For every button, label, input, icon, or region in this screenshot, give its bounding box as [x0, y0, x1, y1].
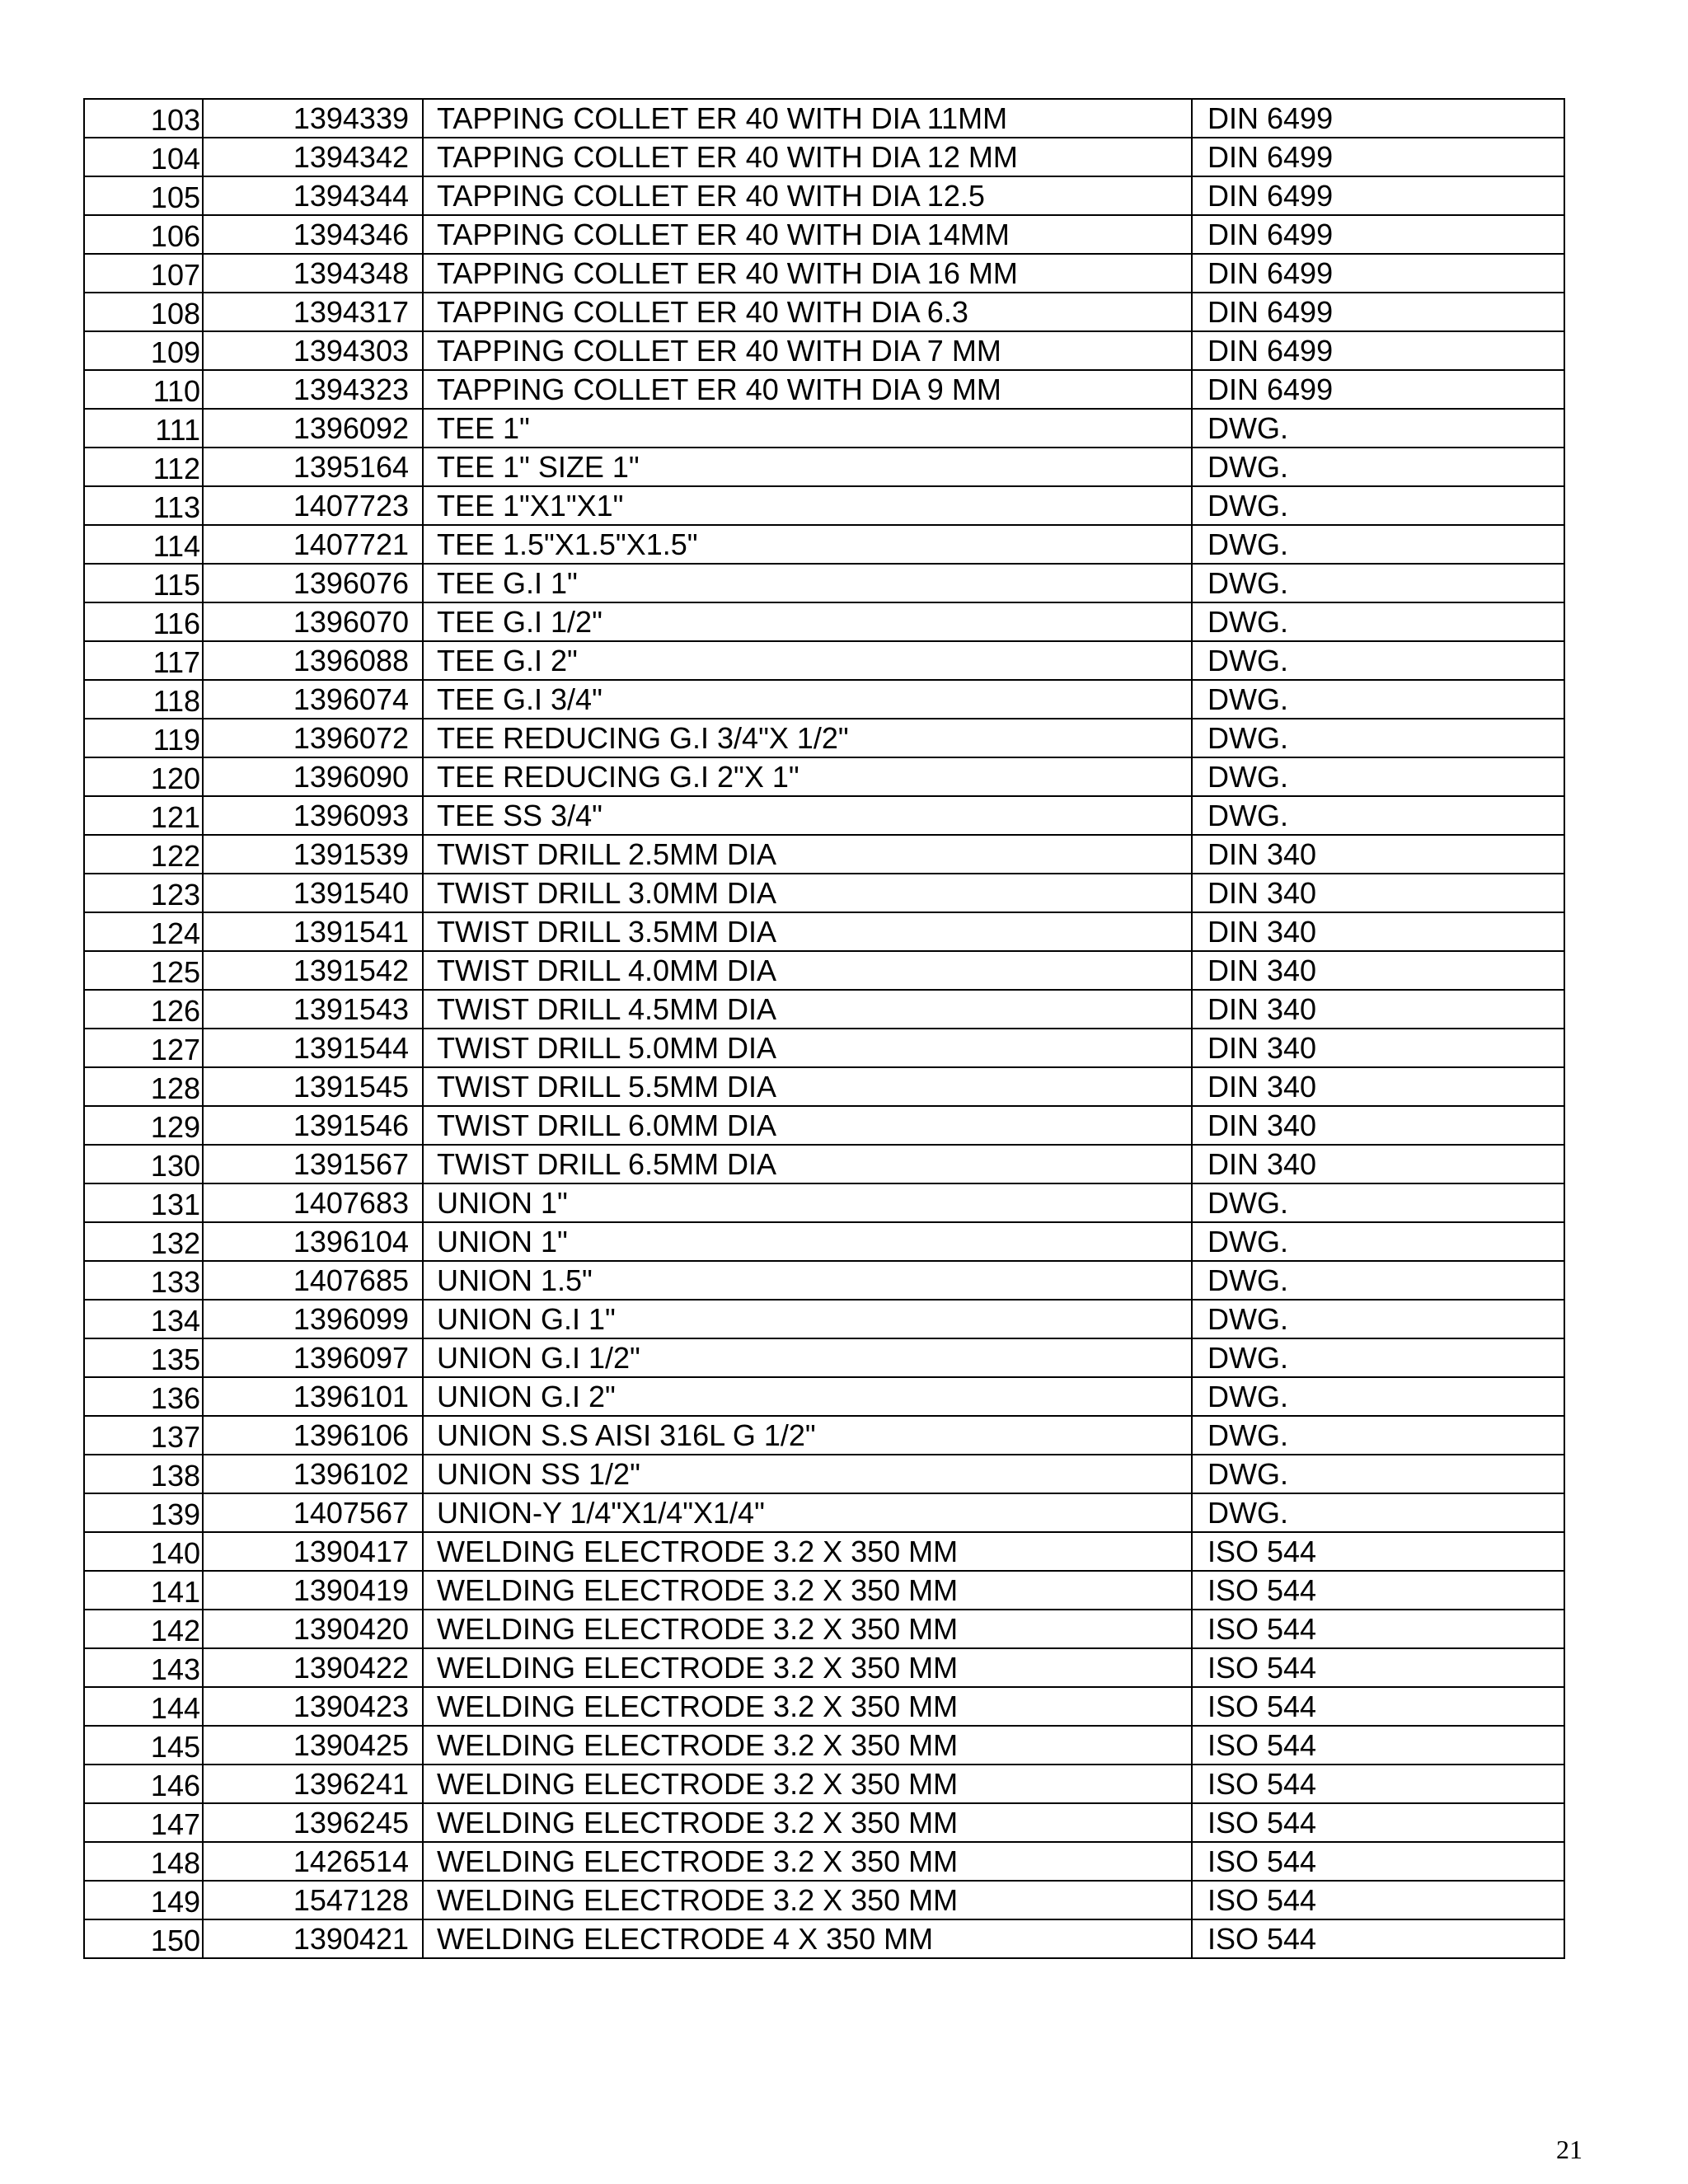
- item-code-cell: 1391541: [203, 912, 423, 951]
- description-cell: UNION G.I 2": [423, 1377, 1192, 1416]
- description-cell: TWIST DRILL 5.5MM DIA: [423, 1067, 1192, 1106]
- description-cell: TAPPING COLLET ER 40 WITH DIA 6.3: [423, 293, 1192, 331]
- description-cell: TAPPING COLLET ER 40 WITH DIA 14MM: [423, 215, 1192, 254]
- description-cell: TAPPING COLLET ER 40 WITH DIA 12 MM: [423, 138, 1192, 176]
- item-code-cell: 1391546: [203, 1106, 423, 1145]
- serial-number-cell: 126: [84, 990, 203, 1029]
- table-row: [84, 1493, 1564, 1532]
- standard-cell: DIN 6499: [1192, 254, 1564, 293]
- item-code-cell: 1547128: [203, 1881, 423, 1919]
- serial-number-cell: 145: [84, 1726, 203, 1765]
- item-code-cell: 1390420: [203, 1610, 423, 1648]
- standard-cell: DWG.: [1192, 1222, 1564, 1261]
- serial-number-cell: 136: [84, 1377, 203, 1416]
- description-cell: TEE SS 3/4": [423, 796, 1192, 835]
- item-code-cell: 1394303: [203, 331, 423, 370]
- description-cell: TEE 1"X1"X1": [423, 486, 1192, 525]
- serial-number-cell: 148: [84, 1842, 203, 1881]
- serial-number-cell: 125: [84, 951, 203, 990]
- description-cell: TAPPING COLLET ER 40 WITH DIA 11MM: [423, 99, 1192, 138]
- standard-cell: DIN 340: [1192, 990, 1564, 1029]
- serial-number-cell: 114: [84, 525, 203, 564]
- table-row: [84, 1842, 1564, 1881]
- serial-number-cell: 124: [84, 912, 203, 951]
- item-code-cell: 1396092: [203, 409, 423, 448]
- standard-cell: DWG.: [1192, 1493, 1564, 1532]
- item-code-cell: 1396104: [203, 1222, 423, 1261]
- table-row: [84, 1610, 1564, 1648]
- serial-number-cell: 111: [84, 409, 203, 448]
- table-row: [84, 564, 1564, 602]
- standard-cell: ISO 544: [1192, 1571, 1564, 1610]
- standard-cell: DIN 6499: [1192, 331, 1564, 370]
- item-code-cell: 1396076: [203, 564, 423, 602]
- serial-number-cell: 147: [84, 1803, 203, 1842]
- table-row: [84, 1648, 1564, 1687]
- standard-cell: DIN 6499: [1192, 138, 1564, 176]
- serial-number-cell: 103: [84, 99, 203, 138]
- table-row: [84, 1106, 1564, 1145]
- item-code-cell: 1391542: [203, 951, 423, 990]
- standard-cell: DWG.: [1192, 1377, 1564, 1416]
- description-cell: UNION SS 1/2": [423, 1455, 1192, 1493]
- serial-number-cell: 110: [84, 370, 203, 409]
- parts-table-body: [84, 99, 1564, 1958]
- table-row: [84, 254, 1564, 293]
- item-code-cell: 1407723: [203, 486, 423, 525]
- standard-cell: ISO 544: [1192, 1803, 1564, 1842]
- serial-number-cell: 119: [84, 719, 203, 757]
- item-code-cell: 1391539: [203, 835, 423, 874]
- description-cell: UNION S.S AISI 316L G 1/2": [423, 1416, 1192, 1455]
- serial-number-cell: 117: [84, 641, 203, 680]
- standard-cell: DIN 340: [1192, 1106, 1564, 1145]
- description-cell: TWIST DRILL 4.0MM DIA: [423, 951, 1192, 990]
- standard-cell: DWG.: [1192, 1455, 1564, 1493]
- item-code-cell: 1394323: [203, 370, 423, 409]
- item-code-cell: 1396097: [203, 1338, 423, 1377]
- table-row: [84, 951, 1564, 990]
- standard-cell: ISO 544: [1192, 1919, 1564, 1958]
- table-row: [84, 1881, 1564, 1919]
- serial-number-cell: 131: [84, 1183, 203, 1222]
- item-code-cell: 1407685: [203, 1261, 423, 1300]
- table-row: [84, 1300, 1564, 1338]
- table-row: [84, 293, 1564, 331]
- item-code-cell: 1390422: [203, 1648, 423, 1687]
- table-row: [84, 1416, 1564, 1455]
- standard-cell: DIN 340: [1192, 951, 1564, 990]
- description-cell: TWIST DRILL 5.0MM DIA: [423, 1029, 1192, 1067]
- description-cell: UNION G.I 1/2": [423, 1338, 1192, 1377]
- standard-cell: DWG.: [1192, 1338, 1564, 1377]
- standard-cell: DIN 340: [1192, 912, 1564, 951]
- item-code-cell: 1407721: [203, 525, 423, 564]
- standard-cell: DIN 340: [1192, 1145, 1564, 1183]
- serial-number-cell: 129: [84, 1106, 203, 1145]
- serial-number-cell: 150: [84, 1919, 203, 1958]
- description-cell: WELDING ELECTRODE 3.2 X 350 MM: [423, 1881, 1192, 1919]
- description-cell: TAPPING COLLET ER 40 WITH DIA 9 MM: [423, 370, 1192, 409]
- description-cell: WELDING ELECTRODE 3.2 X 350 MM: [423, 1610, 1192, 1648]
- table-row: [84, 1687, 1564, 1726]
- description-cell: WELDING ELECTRODE 3.2 X 350 MM: [423, 1726, 1192, 1765]
- serial-number-cell: 135: [84, 1338, 203, 1377]
- standard-cell: DIN 6499: [1192, 99, 1564, 138]
- serial-number-cell: 116: [84, 602, 203, 641]
- table-row: [84, 1067, 1564, 1106]
- description-cell: WELDING ELECTRODE 4 X 350 MM: [423, 1919, 1192, 1958]
- description-cell: TWIST DRILL 3.0MM DIA: [423, 874, 1192, 912]
- description-cell: TEE G.I 2": [423, 641, 1192, 680]
- serial-number-cell: 108: [84, 293, 203, 331]
- table-row: [84, 874, 1564, 912]
- description-cell: WELDING ELECTRODE 3.2 X 350 MM: [423, 1765, 1192, 1803]
- standard-cell: DWG.: [1192, 680, 1564, 719]
- table-row: [84, 1765, 1564, 1803]
- item-code-cell: 1390425: [203, 1726, 423, 1765]
- item-code-cell: 1390421: [203, 1919, 423, 1958]
- table-row: [84, 1455, 1564, 1493]
- serial-number-cell: 144: [84, 1687, 203, 1726]
- standard-cell: DWG.: [1192, 602, 1564, 641]
- table-row: [84, 757, 1564, 796]
- item-code-cell: 1396093: [203, 796, 423, 835]
- standard-cell: DWG.: [1192, 409, 1564, 448]
- serial-number-cell: 132: [84, 1222, 203, 1261]
- item-code-cell: 1390423: [203, 1687, 423, 1726]
- standard-cell: DWG.: [1192, 525, 1564, 564]
- standard-cell: DWG.: [1192, 486, 1564, 525]
- standard-cell: DWG.: [1192, 1183, 1564, 1222]
- description-cell: UNION 1": [423, 1222, 1192, 1261]
- description-cell: TEE REDUCING G.I 2"X 1": [423, 757, 1192, 796]
- serial-number-cell: 130: [84, 1145, 203, 1183]
- table-row: [84, 835, 1564, 874]
- description-cell: TWIST DRILL 6.0MM DIA: [423, 1106, 1192, 1145]
- standard-cell: DIN 6499: [1192, 215, 1564, 254]
- item-code-cell: 1395164: [203, 448, 423, 486]
- item-code-cell: 1396099: [203, 1300, 423, 1338]
- description-cell: UNION-Y 1/4"X1/4"X1/4": [423, 1493, 1192, 1532]
- serial-number-cell: 107: [84, 254, 203, 293]
- item-code-cell: 1396106: [203, 1416, 423, 1455]
- table-row: [84, 215, 1564, 254]
- description-cell: TEE G.I 1": [423, 564, 1192, 602]
- item-code-cell: 1396088: [203, 641, 423, 680]
- description-cell: TAPPING COLLET ER 40 WITH DIA 12.5: [423, 176, 1192, 215]
- serial-number-cell: 106: [84, 215, 203, 254]
- description-cell: TAPPING COLLET ER 40 WITH DIA 7 MM: [423, 331, 1192, 370]
- standard-cell: DWG.: [1192, 1416, 1564, 1455]
- standard-cell: DWG.: [1192, 719, 1564, 757]
- serial-number-cell: 127: [84, 1029, 203, 1067]
- table-row: [84, 912, 1564, 951]
- serial-number-cell: 105: [84, 176, 203, 215]
- serial-number-cell: 139: [84, 1493, 203, 1532]
- table-row: [84, 448, 1564, 486]
- table-row: [84, 1377, 1564, 1416]
- description-cell: UNION 1": [423, 1183, 1192, 1222]
- item-code-cell: 1407683: [203, 1183, 423, 1222]
- item-code-cell: 1390419: [203, 1571, 423, 1610]
- standard-cell: DWG.: [1192, 641, 1564, 680]
- item-code-cell: 1394317: [203, 293, 423, 331]
- description-cell: TWIST DRILL 4.5MM DIA: [423, 990, 1192, 1029]
- standard-cell: ISO 544: [1192, 1881, 1564, 1919]
- serial-number-cell: 104: [84, 138, 203, 176]
- serial-number-cell: 133: [84, 1261, 203, 1300]
- table-row: [84, 138, 1564, 176]
- table-row: [84, 1261, 1564, 1300]
- table-row: [84, 409, 1564, 448]
- description-cell: TWIST DRILL 3.5MM DIA: [423, 912, 1192, 951]
- description-cell: TWIST DRILL 6.5MM DIA: [423, 1145, 1192, 1183]
- table-row: [84, 990, 1564, 1029]
- serial-number-cell: 143: [84, 1648, 203, 1687]
- item-code-cell: 1407567: [203, 1493, 423, 1532]
- description-cell: TEE 1" SIZE 1": [423, 448, 1192, 486]
- serial-number-cell: 121: [84, 796, 203, 835]
- standard-cell: ISO 544: [1192, 1726, 1564, 1765]
- standard-cell: DIN 340: [1192, 874, 1564, 912]
- standard-cell: DIN 6499: [1192, 370, 1564, 409]
- description-cell: TEE G.I 1/2": [423, 602, 1192, 641]
- table-row: [84, 1338, 1564, 1377]
- parts-table: [83, 98, 1565, 1959]
- description-cell: WELDING ELECTRODE 3.2 X 350 MM: [423, 1842, 1192, 1881]
- item-code-cell: 1394348: [203, 254, 423, 293]
- description-cell: TEE 1.5"X1.5"X1.5": [423, 525, 1192, 564]
- standard-cell: ISO 544: [1192, 1610, 1564, 1648]
- table-row: [84, 486, 1564, 525]
- description-cell: TAPPING COLLET ER 40 WITH DIA 16 MM: [423, 254, 1192, 293]
- description-cell: TEE G.I 3/4": [423, 680, 1192, 719]
- standard-cell: ISO 544: [1192, 1687, 1564, 1726]
- item-code-cell: 1396102: [203, 1455, 423, 1493]
- table-row: [84, 796, 1564, 835]
- serial-number-cell: 138: [84, 1455, 203, 1493]
- standard-cell: DWG.: [1192, 1300, 1564, 1338]
- table-row: [84, 680, 1564, 719]
- serial-number-cell: 142: [84, 1610, 203, 1648]
- serial-number-cell: 112: [84, 448, 203, 486]
- standard-cell: DWG.: [1192, 564, 1564, 602]
- standard-cell: ISO 544: [1192, 1765, 1564, 1803]
- serial-number-cell: 146: [84, 1765, 203, 1803]
- standard-cell: ISO 544: [1192, 1532, 1564, 1571]
- table-row: [84, 1183, 1564, 1222]
- table-row: [84, 176, 1564, 215]
- item-code-cell: 1396074: [203, 680, 423, 719]
- description-cell: WELDING ELECTRODE 3.2 X 350 MM: [423, 1803, 1192, 1842]
- description-cell: WELDING ELECTRODE 3.2 X 350 MM: [423, 1532, 1192, 1571]
- item-code-cell: 1390417: [203, 1532, 423, 1571]
- serial-number-cell: 140: [84, 1532, 203, 1571]
- standard-cell: DIN 340: [1192, 1029, 1564, 1067]
- item-code-cell: 1391543: [203, 990, 423, 1029]
- item-code-cell: 1394342: [203, 138, 423, 176]
- page-number: 21: [1556, 2135, 1582, 2164]
- description-cell: UNION 1.5": [423, 1261, 1192, 1300]
- table-row: [84, 525, 1564, 564]
- item-code-cell: 1396101: [203, 1377, 423, 1416]
- description-cell: WELDING ELECTRODE 3.2 X 350 MM: [423, 1648, 1192, 1687]
- serial-number-cell: 113: [84, 486, 203, 525]
- standard-cell: DIN 6499: [1192, 176, 1564, 215]
- standard-cell: DWG.: [1192, 757, 1564, 796]
- serial-number-cell: 123: [84, 874, 203, 912]
- item-code-cell: 1394344: [203, 176, 423, 215]
- table-row: [84, 719, 1564, 757]
- table-row: [84, 1571, 1564, 1610]
- serial-number-cell: 134: [84, 1300, 203, 1338]
- standard-cell: DIN 340: [1192, 835, 1564, 874]
- standard-cell: DWG.: [1192, 1261, 1564, 1300]
- standard-cell: DIN 6499: [1192, 293, 1564, 331]
- item-code-cell: 1391567: [203, 1145, 423, 1183]
- description-cell: WELDING ELECTRODE 3.2 X 350 MM: [423, 1571, 1192, 1610]
- serial-number-cell: 115: [84, 564, 203, 602]
- standard-cell: ISO 544: [1192, 1842, 1564, 1881]
- table-row: [84, 1029, 1564, 1067]
- serial-number-cell: 141: [84, 1571, 203, 1610]
- serial-number-cell: 118: [84, 680, 203, 719]
- table-row: [84, 1919, 1564, 1958]
- serial-number-cell: 109: [84, 331, 203, 370]
- table-row: [84, 1726, 1564, 1765]
- table-row: [84, 331, 1564, 370]
- standard-cell: DIN 340: [1192, 1067, 1564, 1106]
- item-code-cell: 1396241: [203, 1765, 423, 1803]
- table-row: [84, 1222, 1564, 1261]
- table-row: [84, 641, 1564, 680]
- standard-cell: ISO 544: [1192, 1648, 1564, 1687]
- item-code-cell: 1394346: [203, 215, 423, 254]
- item-code-cell: 1426514: [203, 1842, 423, 1881]
- description-cell: TWIST DRILL 2.5MM DIA: [423, 835, 1192, 874]
- serial-number-cell: 120: [84, 757, 203, 796]
- item-code-cell: 1396072: [203, 719, 423, 757]
- serial-number-cell: 137: [84, 1416, 203, 1455]
- serial-number-cell: 149: [84, 1881, 203, 1919]
- description-cell: TEE 1": [423, 409, 1192, 448]
- description-cell: WELDING ELECTRODE 3.2 X 350 MM: [423, 1687, 1192, 1726]
- table-row: [84, 1803, 1564, 1842]
- item-code-cell: 1396245: [203, 1803, 423, 1842]
- item-code-cell: 1396070: [203, 602, 423, 641]
- standard-cell: DWG.: [1192, 796, 1564, 835]
- item-code-cell: 1394339: [203, 99, 423, 138]
- item-code-cell: 1396090: [203, 757, 423, 796]
- table-row: [84, 370, 1564, 409]
- item-code-cell: 1391540: [203, 874, 423, 912]
- description-cell: TEE REDUCING G.I 3/4"X 1/2": [423, 719, 1192, 757]
- item-code-cell: 1391545: [203, 1067, 423, 1106]
- table-row: [84, 602, 1564, 641]
- description-cell: UNION G.I 1": [423, 1300, 1192, 1338]
- item-code-cell: 1391544: [203, 1029, 423, 1067]
- table-row: [84, 99, 1564, 138]
- table-row: [84, 1145, 1564, 1183]
- serial-number-cell: 128: [84, 1067, 203, 1106]
- serial-number-cell: 122: [84, 835, 203, 874]
- table-row: [84, 1532, 1564, 1571]
- standard-cell: DWG.: [1192, 448, 1564, 486]
